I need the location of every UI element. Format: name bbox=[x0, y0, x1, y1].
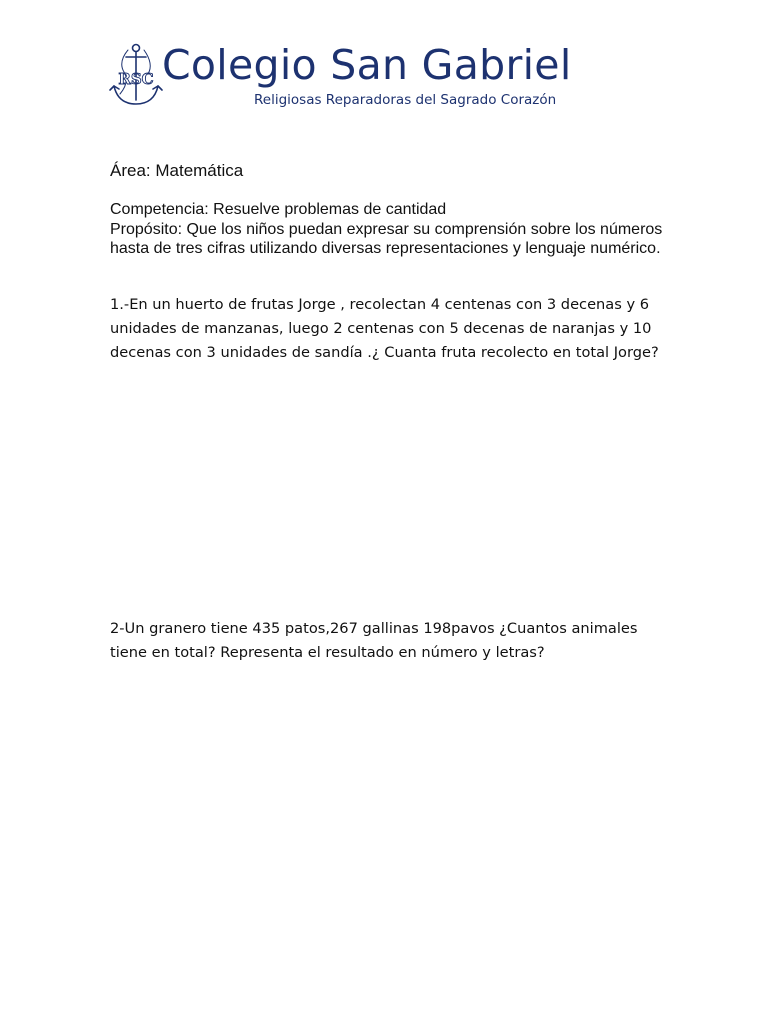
anchor-logo-icon bbox=[108, 42, 164, 110]
competencia-block bbox=[110, 200, 670, 259]
question-1: 1.-En un huerto de frutas Jorge , recolectan 4 centenas con 3 decenas y 6 unidades de manzanas, luego 2 centenas con 5 decenas de naranjas y 10 decenas con 3 unidades de sandía .¿ Cuanta fruta recolecto en total Jorge? bbox=[110, 296, 659, 362]
school-name: Colegio San Gabriel bbox=[162, 41, 572, 89]
area-line: Área: Matemática bbox=[110, 161, 244, 180]
school-subtitle: Religiosas Reparadoras del Sagrado Corazón bbox=[254, 92, 557, 108]
logo-monogram: RSC bbox=[118, 70, 154, 88]
competencia-line: Competencia: Resuelve problemas de cantidad bbox=[110, 201, 447, 218]
school-header bbox=[108, 40, 628, 114]
question-2: 2-Un granero tiene 435 patos,267 gallinas 198pavos ¿Cuantos animales tiene en total? Representa el resultado en número y letras? bbox=[110, 620, 638, 662]
proposito-paragraph: Propósito: Que los niños puedan expresar su comprensión sobre los números hasta de tres cifras utilizando diversas representaciones y lenguaje numérico. bbox=[110, 220, 663, 257]
